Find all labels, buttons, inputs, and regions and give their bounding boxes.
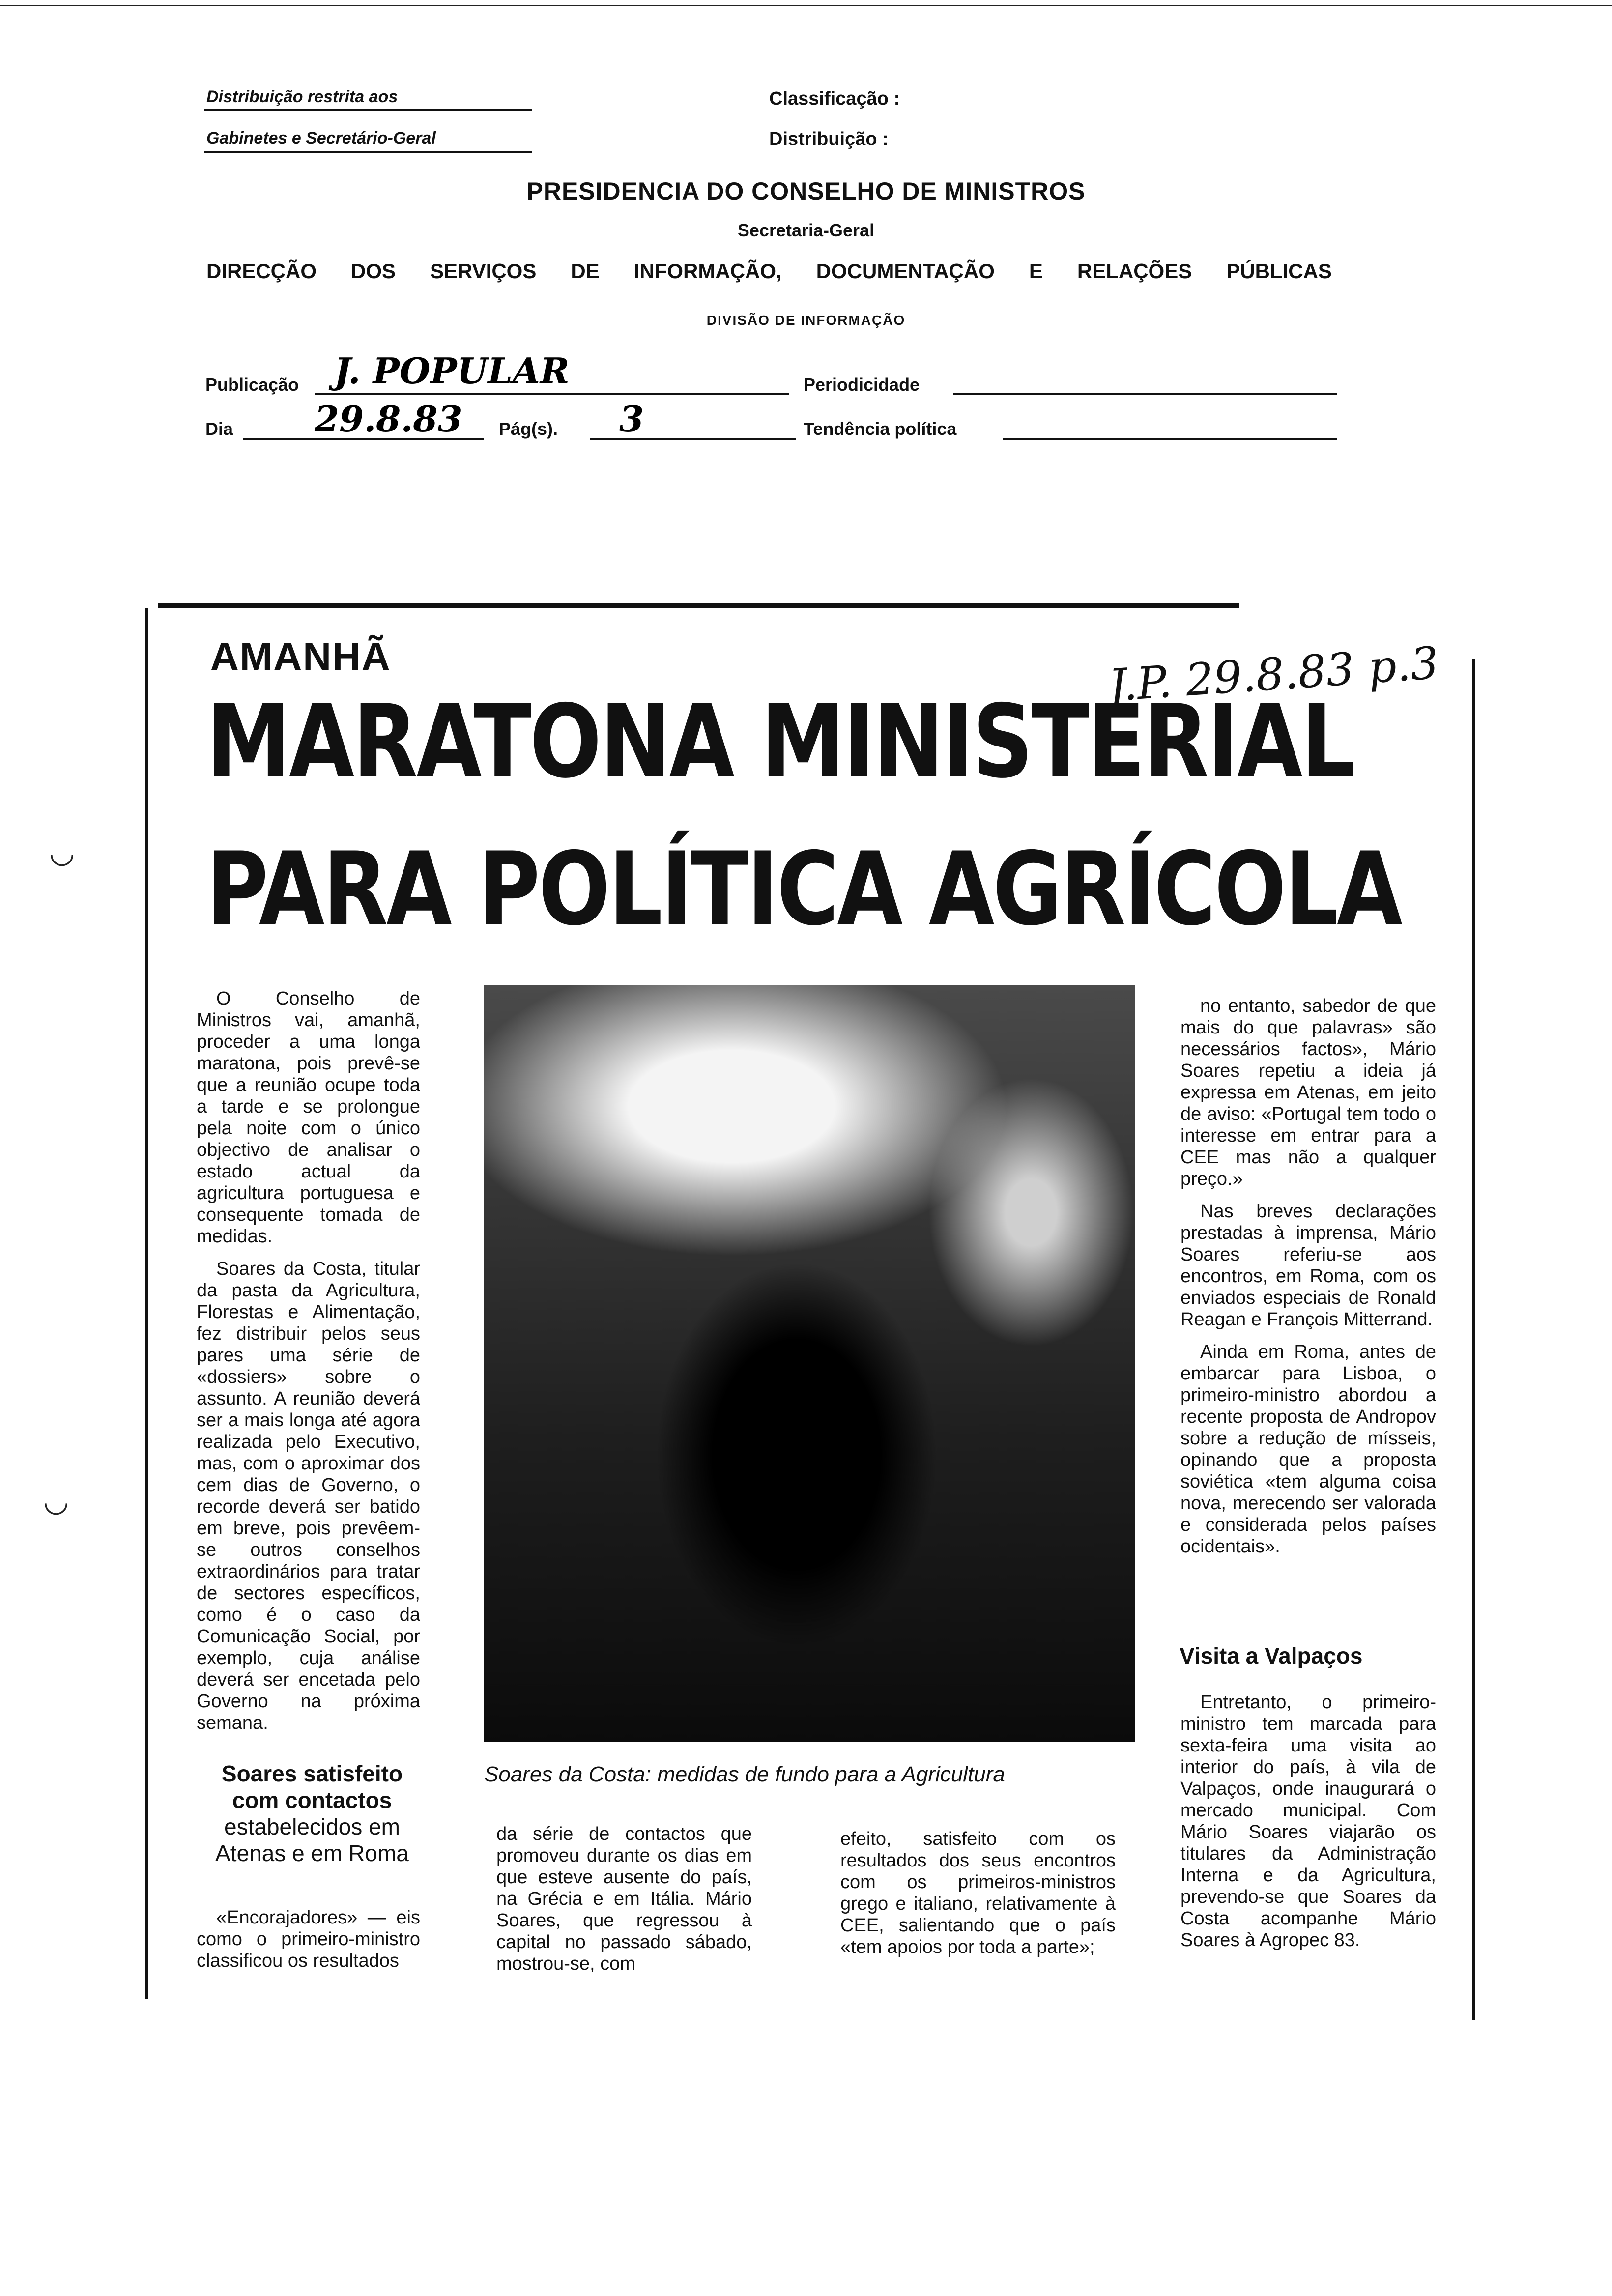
portrait-photo bbox=[484, 985, 1135, 1742]
pages-handwritten-value: 3 bbox=[619, 398, 644, 440]
day-label: Dia bbox=[205, 419, 233, 439]
publication-line bbox=[315, 393, 789, 395]
article-paragraph: Entretanto, o primeiro-ministro tem marcada para sexta-feira uma visita ao interior do país, à vila de Valpaços, onde inaugurará o mercado municipal. Com Mário Soares viajarão os titulares da Administração Interna e da Agricultura, prevendo-se que Soares da Costa acompanhe Mário Soares à Agropec 83. bbox=[1180, 1692, 1436, 1951]
article-paragraph: no entanto, sabedor de que mais do que palavras» são necessários factos», Mário Soares repetiu a ideia já expressa em Atenas, em jeito de aviso: «Portugal tem todo o interesse em entrar para a CEE mas não a qualquer preço.» bbox=[1180, 996, 1436, 1189]
classification-label: Classificação : bbox=[769, 88, 900, 109]
subheading-bold-part: Soares satisfeito com contactos bbox=[221, 1761, 403, 1813]
clipping-left-border bbox=[145, 608, 148, 1999]
article-column-3-bottom bbox=[1180, 1692, 1436, 1951]
directorate-word: DOCUMENTAÇÃO bbox=[816, 259, 995, 283]
article-paragraph: efeito, satisfeito com os resultados dos seus encontros com os primeiros-ministros grego e italiano, relativamente à CEE, salientando que o país «tem apoios por toda a parte»; bbox=[840, 1829, 1116, 1957]
directorate-word: E bbox=[1029, 259, 1043, 283]
directorate-word: DOS bbox=[351, 259, 396, 283]
distribution-cabinets-line: Gabinetes e Secretário-Geral bbox=[206, 129, 436, 147]
periodicity-line bbox=[953, 393, 1337, 395]
publication-handwritten-value: J. POPULAR bbox=[334, 350, 570, 392]
handwritten-source-annotation: J.P. 29.8.83 p.3 bbox=[1107, 637, 1440, 712]
directorate-word: DE bbox=[571, 259, 600, 283]
headline-line-2: PARA POLÍTICA AGRÍCOLA bbox=[206, 831, 1401, 948]
directorate-word: PÚBLICAS bbox=[1226, 259, 1332, 283]
article-kicker: AMANHÃ bbox=[210, 634, 391, 678]
photo-caption: Soares da Costa: medidas de fundo para a Agricultura bbox=[484, 1762, 1005, 1786]
punch-hole-mark: ◡ bbox=[49, 836, 75, 869]
article-column-2b bbox=[840, 1828, 1116, 1958]
directorate-word: SERVIÇOS bbox=[430, 259, 537, 283]
article-column-1 bbox=[197, 988, 420, 1734]
article-paragraph: Ainda em Roma, antes de embarcar para Lisboa, o primeiro-ministro abordou a recente proposta de Andropov sobre a redução de mísseis, opinando que a proposta soviética «tem alguma coisa nova, merecendo ser valorada e considerada pelos países ocidentais». bbox=[1180, 1342, 1436, 1557]
subheading-rest-part: estabelecidos em Atenas e em Roma bbox=[215, 1814, 409, 1866]
day-handwritten-value: 29.8.83 bbox=[315, 398, 462, 440]
article-paragraph: da série de contactos que promoveu durante os dias em que esteve ausente do país, na Grécia e em Itália. Mário Soares, que regressou à capital no passado sábado, mostrou-se, com bbox=[496, 1824, 752, 1974]
top-border-line bbox=[0, 5, 1612, 6]
headline-line-1: MARATONA MINISTERIAL bbox=[206, 684, 1353, 801]
article-paragraph: Soares da Costa, titular da pasta da Agricultura, Florestas e Alimentação, fez distribuir pelos seus pares uma série de «dossiers» sobre o assunto. A reunião deverá ser a mais longa até agora realizada pelo Executivo, mas, com o aproximar dos cem dias de Governo, o recorde deverá ser batido em breve, pois prevêem-se outros conselhos extraordinários para tratar de sectores específicos, como é o caso da Comunicação Social, por exemplo, cuja análise deverá ser encetada pelo Governo na próxima semana. bbox=[197, 1259, 420, 1733]
article-paragraph: Nas breves declarações prestadas à imprensa, Mário Soares referiu-se aos encontros, em Roma, com os enviados especiais de Ronald Reagan e François Mitterrand. bbox=[1180, 1201, 1436, 1330]
distribution-restricted-line: Distribuição restrita aos bbox=[206, 87, 398, 106]
article-column-2 bbox=[496, 1823, 752, 1975]
subheading-valpacos: Visita a Valpaços bbox=[1180, 1643, 1363, 1668]
clipping-top-border bbox=[158, 603, 1239, 608]
tendency-line bbox=[1003, 438, 1337, 440]
division-title: DIVISÃO DE INFORMAÇÃO bbox=[706, 313, 906, 328]
article-paragraph: «Encorajadores» — eis como o primeiro-ministro classificou os resultados bbox=[197, 1907, 420, 1971]
distribution-underline-2 bbox=[204, 151, 532, 153]
article-paragraph: O Conselho de Ministros vai, amanhã, proceder a uma longa maratona, pois prevê-se que a reunião ocupe toda a tarde e se prolongue pela noite com o único objectivo de analisar o estado actual da agricultura portuguesa e consequente tomada de medidas. bbox=[197, 988, 420, 1247]
periodicity-label: Periodicidade bbox=[804, 374, 920, 395]
punch-hole-mark: ◡ bbox=[43, 1485, 69, 1518]
tendency-label: Tendência política bbox=[804, 419, 957, 439]
office-title: PRESIDENCIA DO CONSELHO DE MINISTROS bbox=[526, 177, 1086, 205]
publication-label: Publicação bbox=[205, 374, 299, 395]
directorate-title bbox=[206, 259, 1332, 283]
directorate-word: RELAÇÕES bbox=[1077, 259, 1192, 283]
clipping-right-border bbox=[1472, 659, 1475, 2020]
article-column-1-bottom bbox=[197, 1907, 420, 1972]
article-column-3 bbox=[1180, 995, 1436, 1557]
distribution-label: Distribuição : bbox=[769, 129, 889, 149]
distribution-underline-1 bbox=[204, 109, 532, 111]
directorate-word: INFORMAÇÃO, bbox=[633, 259, 782, 283]
subheading-athens-rome bbox=[199, 1760, 425, 1866]
secretariat-title: Secretaria-Geral bbox=[737, 220, 875, 240]
pages-label: Pág(s). bbox=[499, 419, 558, 439]
directorate-word: DIRECÇÃO bbox=[206, 259, 317, 283]
